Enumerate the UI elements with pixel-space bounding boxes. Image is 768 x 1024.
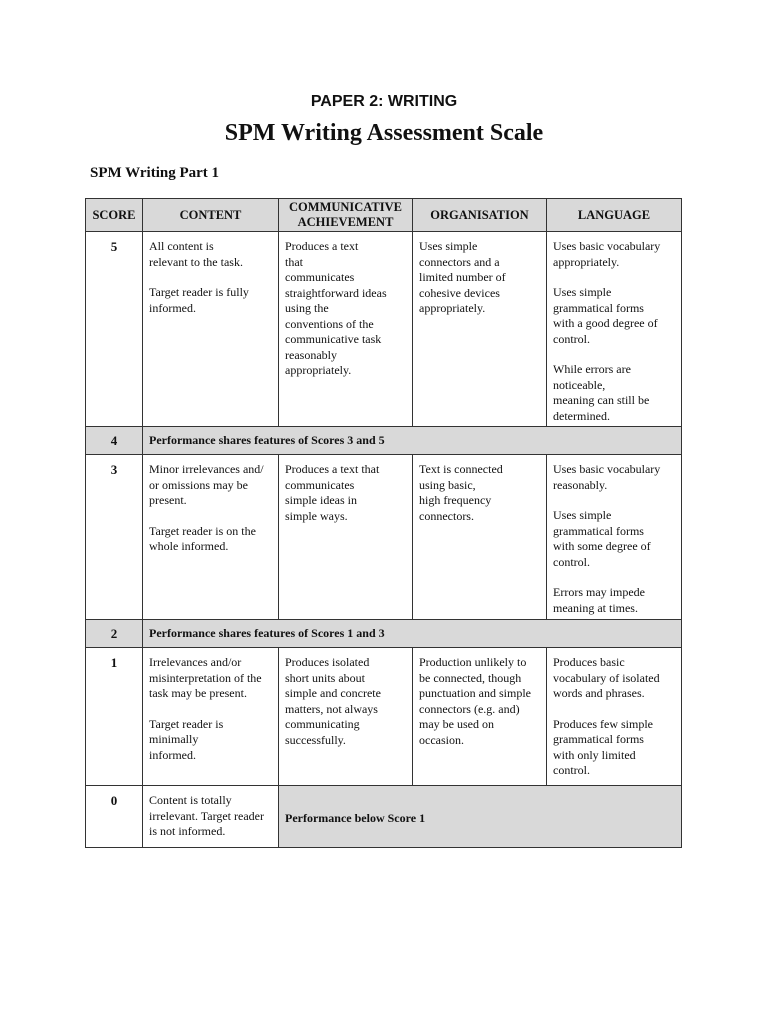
cell-text: Uses simple grammatical forms with a good degree of control. (553, 285, 658, 346)
table-row (86, 648, 682, 786)
band-description: Performance shares features of Scores 3 and 5 (143, 427, 682, 455)
table-row (86, 232, 682, 427)
cell-text: Produces basic vocabulary of isolated words and phrases. (553, 655, 660, 700)
organisation-cell (413, 232, 547, 427)
cell-text: Uses simple connectors and a limited number of cohesive devices appropriately. (419, 239, 506, 315)
content-cell (143, 786, 279, 848)
cell-text: Produces few simple grammatical forms with only limited control. (553, 716, 653, 777)
content-cell (143, 232, 279, 427)
score-cell: 5 (86, 232, 143, 427)
table-row (86, 786, 682, 848)
cell-text: Target reader is minimally informed. (149, 716, 224, 762)
organisation-cell (413, 455, 547, 620)
cell-text: Uses simple grammatical forms with some degree of control. (553, 508, 651, 569)
cell-text: All content is relevant to the task. (149, 239, 243, 269)
header-language: LANGUAGE (547, 199, 682, 232)
content-cell (143, 648, 279, 786)
cell-text: Target reader is fully informed. (149, 285, 249, 315)
cell-text: Minor irrelevances and/ or omissions may be present. (149, 462, 264, 507)
cell-text: Produces a text that communicates straightforward ideas using the conventions of the communicative task reasonably appropriately. (285, 239, 387, 377)
header-organisation: ORGANISATION (413, 199, 547, 232)
communicative-cell (279, 455, 413, 620)
cell-text: Target reader is on the whole informed. (149, 523, 256, 553)
band-description: Performance shares features of Scores 1 and 3 (143, 620, 682, 648)
band-row (86, 427, 682, 455)
content-cell (143, 455, 279, 620)
cell-text: Content is totally irrelevant. Target reader is not informed. (149, 793, 264, 838)
header-content: CONTENT (143, 199, 279, 232)
communicative-cell (279, 232, 413, 427)
assessment-table (85, 198, 682, 848)
communicative-cell (279, 648, 413, 786)
cell-text: Production unlikely to be connected, though punctuation and simple connectors (e.g. and) may be used on occasion. (419, 655, 531, 747)
language-cell (547, 648, 682, 786)
band-row (86, 620, 682, 648)
below-score-description: Performance below Score 1 (279, 786, 682, 848)
cell-text: Produces isolated short units about simple and concrete matters, not always communicating successfully. (285, 655, 381, 747)
header-communicative-achievement: COMMUNICATIVE ACHIEVEMENT (279, 199, 413, 232)
score-cell: 1 (86, 648, 143, 786)
language-cell (547, 232, 682, 427)
cell-text: Uses basic vocabulary appropriately. (553, 239, 661, 269)
table-row (86, 455, 682, 620)
document-title: SPM Writing Assessment Scale (224, 120, 544, 146)
cell-text: Irrelevances and/or misinterpretation of the task may be present. (149, 655, 262, 700)
organisation-cell (413, 648, 547, 786)
cell-text: Uses basic vocabulary reasonably. (553, 462, 661, 492)
language-cell (547, 455, 682, 620)
score-cell: 2 (86, 620, 143, 648)
cell-text: Errors may impede meaning at times. (553, 585, 645, 615)
part-title: SPM Writing Part 1 (90, 165, 220, 181)
cell-text: While errors are noticeable, meaning can still be determined. (553, 362, 650, 423)
table-header-row (86, 199, 682, 232)
cell-text: Text is connected using basic, high frequency connectors. (419, 462, 503, 523)
score-cell: 4 (86, 427, 143, 455)
score-cell: 0 (86, 786, 143, 848)
header-score: SCORE (86, 199, 143, 232)
score-cell: 3 (86, 455, 143, 620)
paper-title: PAPER 2: WRITING (310, 93, 458, 110)
cell-text: Produces a text that communicates simple ideas in simple ways. (285, 462, 380, 523)
